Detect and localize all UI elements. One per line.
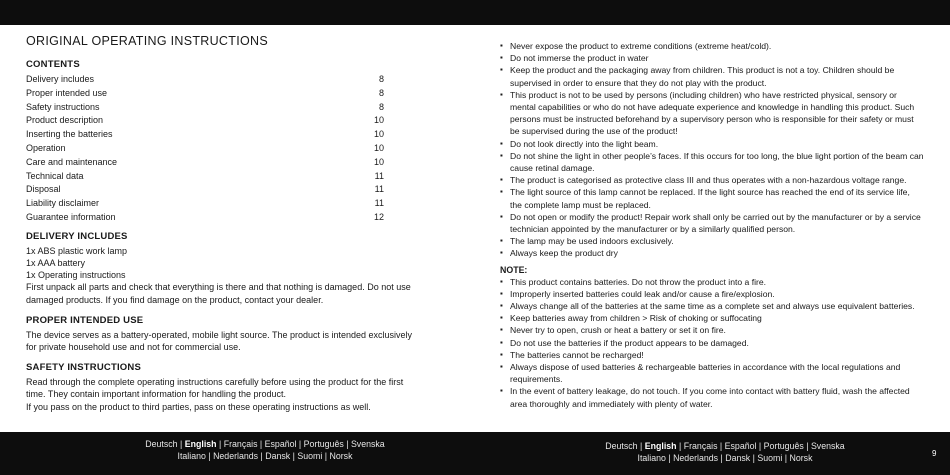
toc-page: 10 — [373, 115, 384, 126]
safety-text-2: If you pass on the product to third parties, pass on these operating instructions as well. — [26, 401, 371, 412]
language-link-english[interactable]: English — [184, 439, 217, 449]
language-link-svenska[interactable]: Svenska — [350, 439, 385, 449]
toc-label: Delivery includes — [26, 74, 95, 84]
safety-bullet: ▪ The light source of this lamp cannot be replaced. If the light source has reached the end of its service life, the complete lamp must be replaced. — [500, 186, 924, 210]
delivery-item: 1x Operating instructions — [26, 270, 126, 281]
safety-bullet: ▪ Do not look directly into the light beam. — [500, 138, 924, 150]
safety-bullet: ▪ Always keep the product dry — [500, 247, 924, 259]
language-link-português[interactable]: Português — [763, 441, 804, 451]
toc-label: Safety instructions — [26, 101, 100, 112]
toc-row — [26, 170, 422, 184]
safety-text: Read through the complete operating instructions carefully before using the product for the first time. They contain important information for handling the product. — [26, 377, 404, 400]
language-link-español[interactable]: Español — [724, 441, 757, 451]
toc-label: Liability disclaimer — [26, 198, 100, 209]
table-of-contents — [26, 73, 422, 225]
toc-label: Product description — [26, 115, 104, 126]
language-link-suomi[interactable]: Suomi — [297, 451, 323, 461]
language-link-norsk[interactable]: Norsk — [329, 451, 353, 461]
toc-row — [26, 114, 422, 128]
language-link-italiano[interactable]: Italiano — [177, 451, 206, 461]
toc-row — [26, 142, 422, 156]
toc-page: 8 — [378, 87, 384, 98]
toc-label: Care and maintenance — [26, 156, 118, 167]
language-link-português[interactable]: Português — [303, 439, 344, 449]
language-line-2: Italiano | Nederlands | Dansk | Suomi | Norsk — [177, 451, 353, 461]
safety-bullet-list — [500, 40, 924, 260]
note-bullet: ▪ Improperly inserted batteries could leak and/or cause a fire/explosion. — [500, 288, 924, 300]
note-bullet: ▪ Keep batteries away from children > Risk of choking or suffocating — [500, 312, 924, 324]
language-link-deutsch[interactable]: Deutsch — [605, 441, 638, 451]
toc-page: 8 — [378, 74, 384, 84]
language-line-2: Italiano | Nederlands | Dansk | Suomi | Norsk — [637, 453, 813, 463]
toc-label: Operation — [26, 142, 66, 153]
language-link-deutsch[interactable]: Deutsch — [145, 439, 178, 449]
toc-row — [26, 211, 422, 225]
toc-label: Proper intended use — [26, 87, 108, 98]
safety-bullet: ▪ The product is categorised as protective class III and thus operates with a non-hazardous voltage range. — [500, 174, 924, 186]
toc-row — [26, 87, 422, 101]
language-link-français[interactable]: Français — [223, 439, 258, 449]
toc-row — [26, 73, 422, 87]
toc-page: 10 — [373, 156, 384, 167]
toc-page: 8 — [378, 101, 384, 112]
language-link-svenska[interactable]: Svenska — [810, 441, 845, 451]
toc-row — [26, 101, 422, 115]
toc-page: 11 — [374, 198, 384, 209]
toc-label: Inserting the batteries — [26, 129, 113, 140]
delivery-heading: DELIVERY INCLUDES — [26, 230, 128, 242]
toc-page: 10 — [373, 142, 384, 153]
language-link-dansk[interactable]: Dansk — [265, 451, 291, 461]
toc-row — [26, 183, 422, 197]
language-link-dansk[interactable]: Dansk — [725, 453, 751, 463]
language-nav-left — [100, 438, 430, 462]
right-page — [500, 40, 924, 410]
intended-use-heading: PROPER INTENDED USE — [26, 314, 144, 326]
language-link-suomi[interactable]: Suomi — [757, 453, 783, 463]
safety-bullet: ▪ The lamp may be used indoors exclusively. — [500, 235, 924, 247]
language-link-español[interactable]: Español — [264, 439, 297, 449]
safety-bullet: ▪ Never expose the product to extreme conditions (extreme heat/cold). — [500, 40, 924, 52]
note-bullet: ▪ The batteries cannot be recharged! — [500, 349, 924, 361]
safety-bullet: ▪ Keep the product and the packaging away from children. This product is not a toy. Children should be supervised in order to ensure that they do not play with the product. — [500, 64, 924, 88]
top-bar — [0, 0, 950, 25]
language-link-nederlands[interactable]: Nederlands — [213, 451, 259, 461]
toc-row — [26, 156, 422, 170]
language-link-english[interactable]: English — [644, 441, 677, 451]
delivery-item: 1x ABS plastic work lamp — [26, 245, 128, 256]
toc-label: Technical data — [26, 170, 84, 181]
toc-row — [26, 197, 422, 211]
note-bullet: ▪ Never try to open, crush or heat a battery or set it on fire. — [500, 324, 924, 336]
safety-bullet: ▪ Do not shine the light in other people’s faces. If this occurs for too long, the blue light portion of the beam can cause retinal damage. — [500, 150, 924, 174]
toc-label: Guarantee information — [26, 211, 116, 222]
language-nav-right — [560, 440, 890, 464]
language-line-1: Deutsch | English | Français | Español | Português | Svenska — [605, 441, 845, 451]
language-link-nederlands[interactable]: Nederlands — [673, 453, 719, 463]
language-link-norsk[interactable]: Norsk — [789, 453, 813, 463]
document-title: ORIGINAL OPERATING INSTRUCTIONS — [26, 34, 268, 48]
note-bullet: ▪ Always dispose of used batteries & rechargeable batteries in accordance with the local regulations and requirements. — [500, 361, 924, 385]
battery-note-list — [500, 276, 924, 410]
delivery-item: 1x AAA battery — [26, 257, 86, 268]
toc-page: 12 — [373, 211, 384, 222]
delivery-list — [26, 245, 422, 282]
toc-page: 11 — [374, 184, 384, 195]
page-number: 9 — [932, 449, 937, 458]
safety-bullet: ▪ This product is not to be used by persons (including children) who have restricted physical, sensory or mental capabilities or who do not have adequate experience and knowledge in handling this product. Such persons must be instructed beforehand by a supervisory person who is responsible for their safety or must be supervised during the use of the product! — [500, 89, 924, 138]
language-link-italiano[interactable]: Italiano — [637, 453, 666, 463]
delivery-text: First unpack all parts and check that everything is there and that nothing is damaged. Do not use damaged products. If you find damage on the product, contact your dealer. — [26, 282, 411, 305]
left-page — [26, 34, 422, 413]
note-bullet: ▪ In the event of battery leakage, do not touch. If you come into contact with battery fluid, wash the affected area thoroughly and immediately with plenty of water. — [500, 385, 924, 409]
safety-bullet: ▪ Do not immerse the product in water — [500, 52, 924, 64]
toc-page: 10 — [373, 129, 384, 140]
note-heading: NOTE: — [500, 264, 528, 275]
note-bullet: ▪ This product contains batteries. Do not throw the product into a fire. — [500, 276, 924, 288]
toc-row — [26, 128, 422, 142]
language-line-1: Deutsch | English | Français | Español | Português | Svenska — [145, 439, 385, 449]
intended-use-text: The device serves as a battery-operated, mobile light source. The product is intended exclusively for private household use and not for commercial use. — [26, 329, 413, 352]
note-bullet: ▪ Do not use the batteries if the product appears to be damaged. — [500, 337, 924, 349]
toc-label: Disposal — [26, 184, 61, 195]
safety-bullet: ▪ Do not open or modify the product! Repair work shall only be carried out by the manufacturer or by a service technician appointed by the manufacturer or by a similarly qualified person. — [500, 211, 924, 235]
note-bullet: ▪ Always change all of the batteries at the same time as a complete set and always use equivalent batteries. — [500, 300, 924, 312]
safety-heading: SAFETY INSTRUCTIONS — [26, 362, 141, 374]
toc-page: 11 — [374, 170, 384, 181]
language-link-français[interactable]: Français — [683, 441, 718, 451]
contents-heading: CONTENTS — [26, 59, 80, 70]
